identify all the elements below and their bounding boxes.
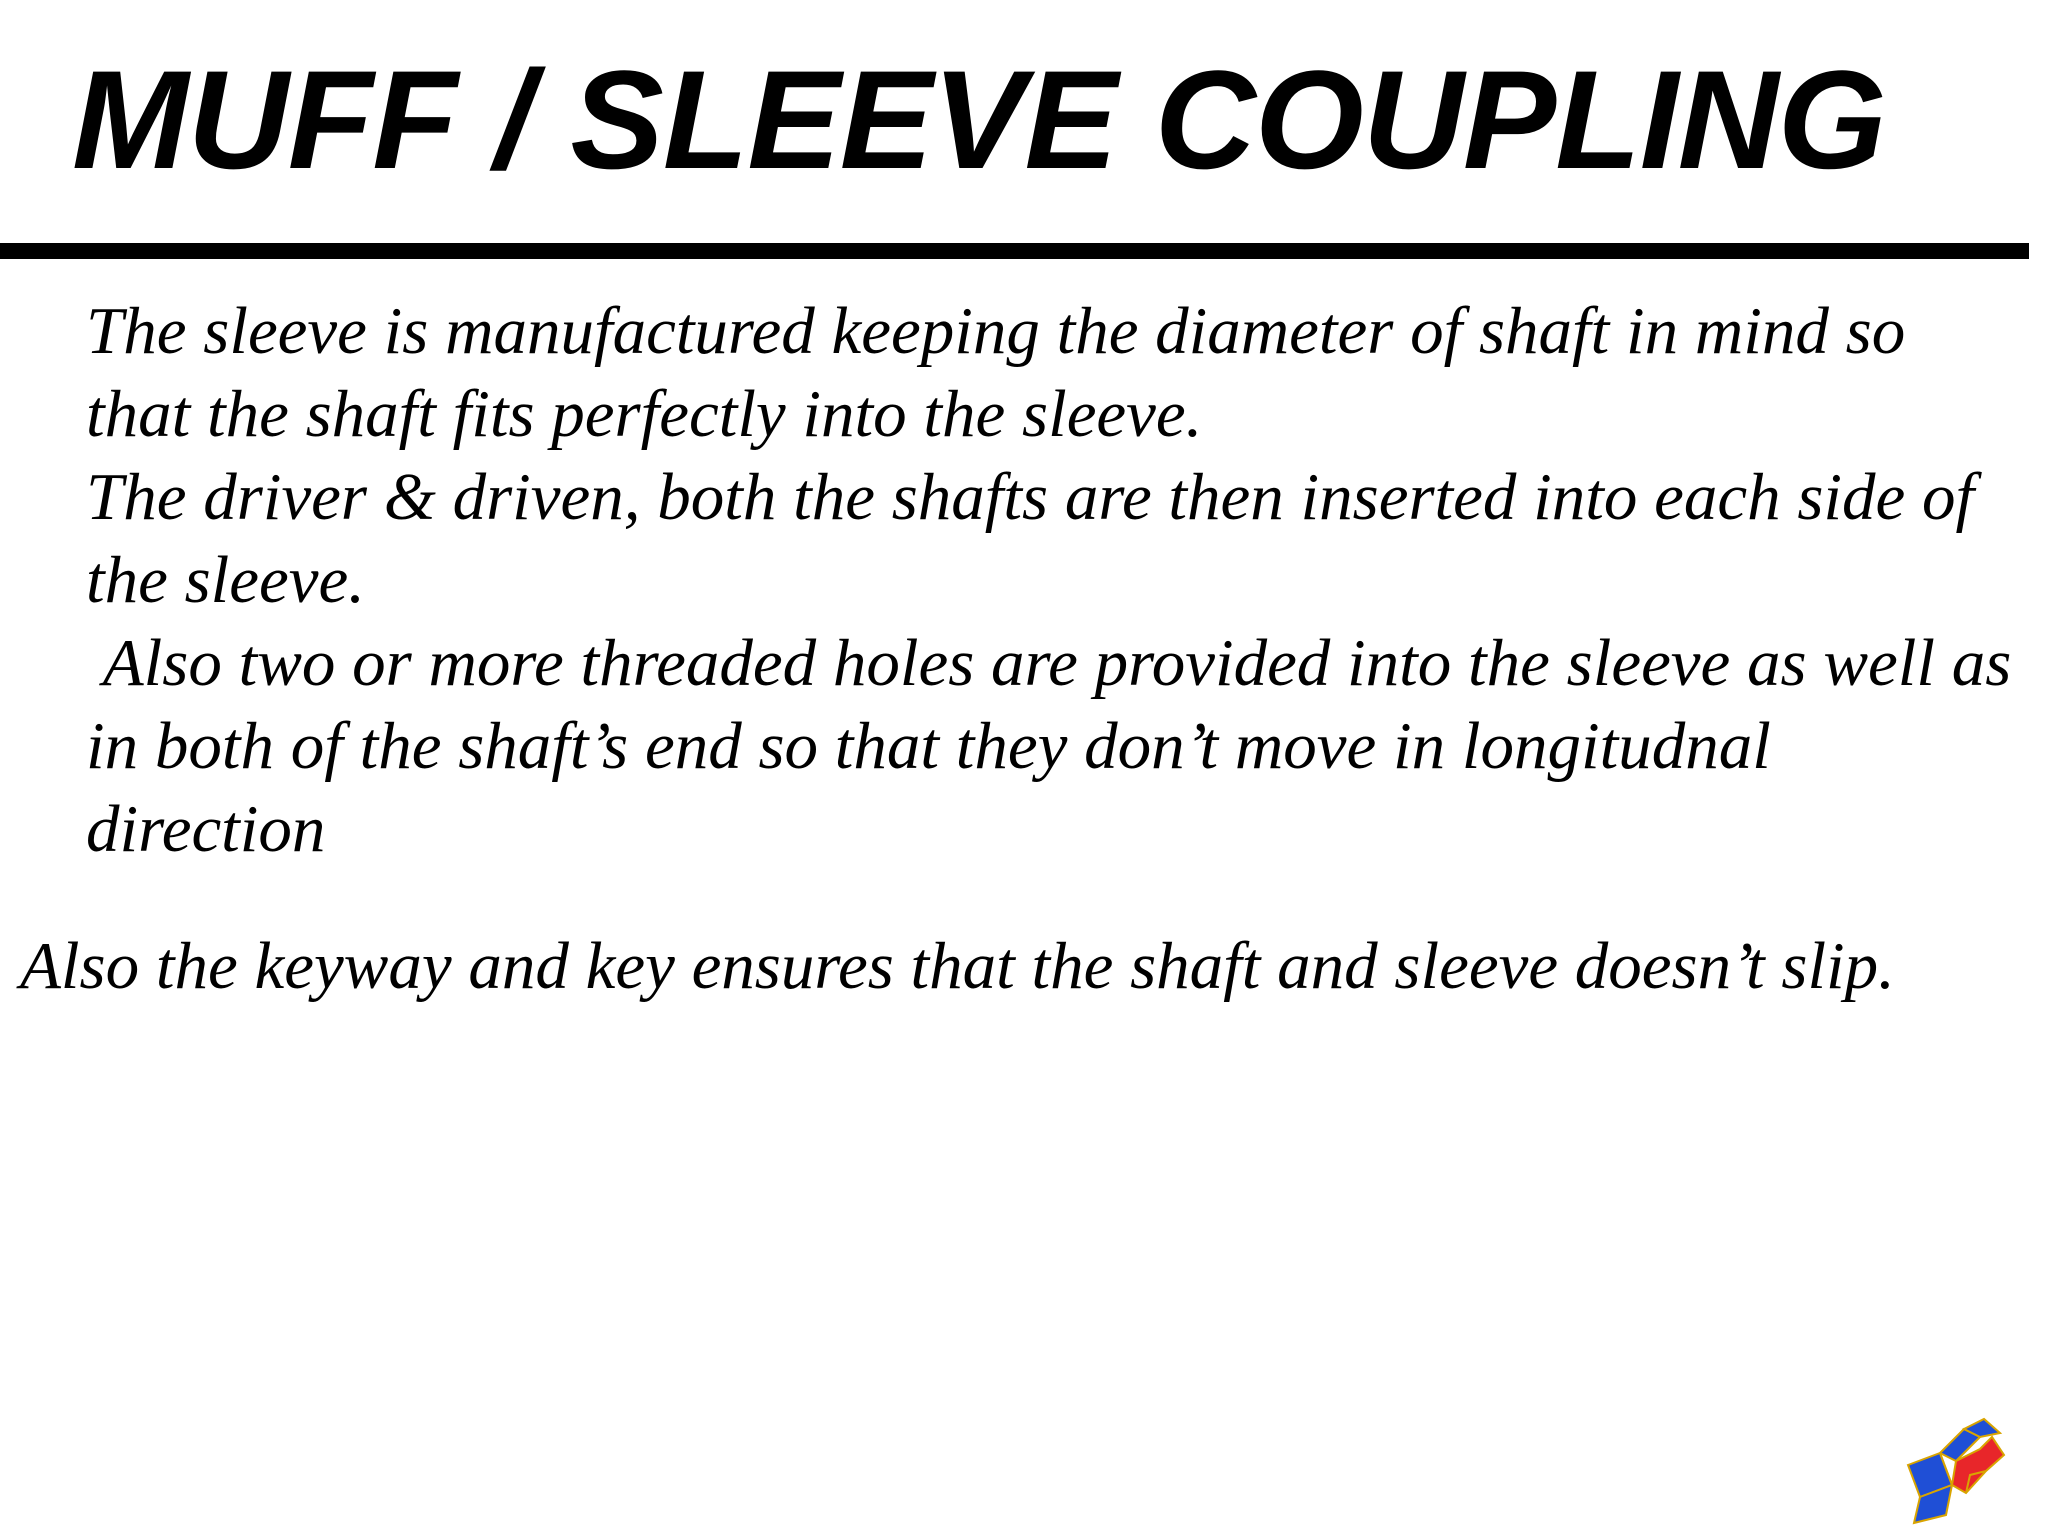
- forward-arrow-logo-icon[interactable]: [1900, 1415, 2010, 1525]
- paragraph-2: The driver & driven, both the shafts are then inserted into each side of the sleeve.: [86, 460, 1975, 617]
- slide-title: MUFF / SLEEVE COUPLING: [72, 41, 1886, 198]
- paragraph-1: The sleeve is manufactured keeping the diameter of shaft in mind so that the shaft fits perfectly into the sleeve.: [86, 294, 1906, 451]
- title-divider: [0, 243, 2029, 259]
- closing-statement: Also the keyway and key ensures that the shaft and sleeve doesn’t slip.: [20, 929, 1895, 1003]
- slide-body: [86, 290, 2029, 871]
- paragraph-3: Also two or more threaded holes are provided into the sleeve as well as in both of the shaft’s end so that they don’t move in longitudnal direction: [86, 626, 2029, 866]
